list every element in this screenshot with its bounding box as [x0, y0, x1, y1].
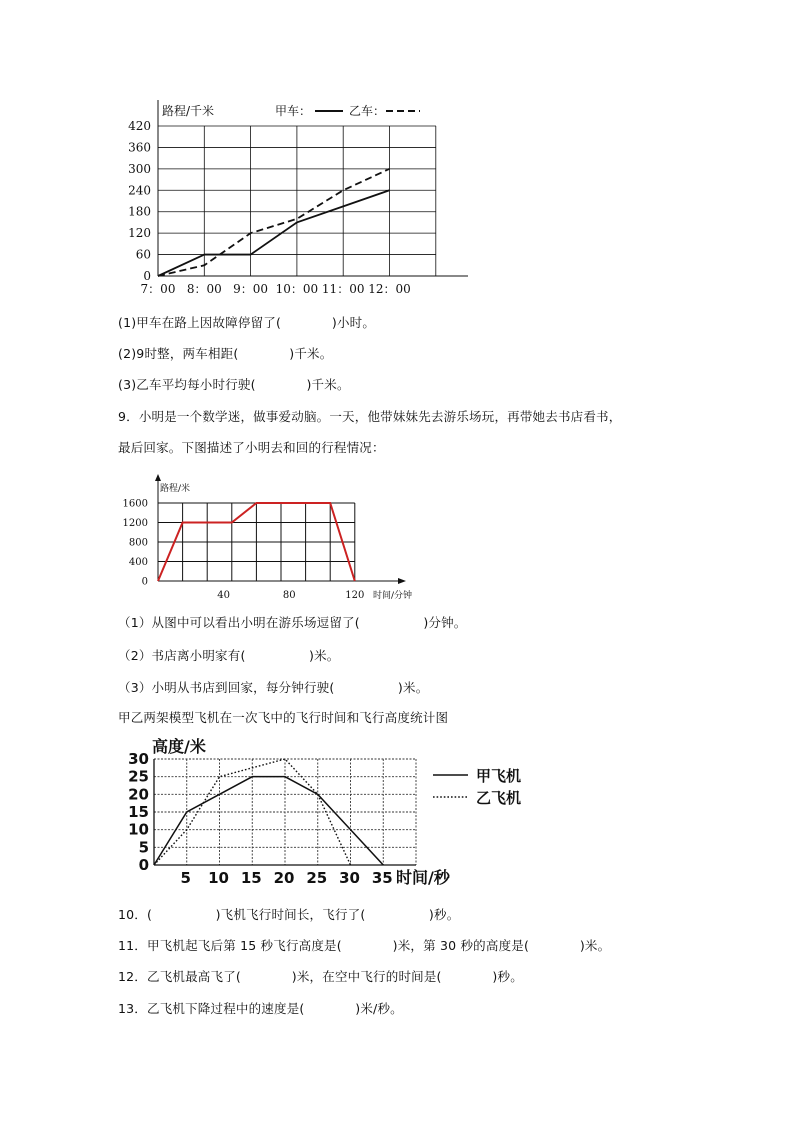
chart3-y-tick-label: 10: [128, 820, 149, 839]
chart3-jia-plane-line: [154, 777, 383, 865]
chart3-y-tick-label: 0: [138, 856, 149, 874]
chart2-x-tick-label: 80: [282, 590, 296, 601]
chart3-grid: [154, 759, 416, 865]
chart2-y-tick-label: 0: [141, 576, 148, 588]
chart3-y-tick-label: 5: [138, 838, 149, 857]
chart3-x-tick-label: 25: [306, 869, 328, 887]
q8-part3: (3)乙车平均每小时行驶( )千米。: [118, 377, 350, 392]
q9-part3: （3）小明从书店到回家，每分钟行驶( )米。: [118, 680, 429, 695]
q9-part2: （2）书店离小明家有( )米。: [118, 648, 340, 663]
q9-part1: （1）从图中可以看出小明在游乐场逗留了( )分钟。: [118, 615, 467, 630]
chart3-tick-labels: [128, 750, 393, 887]
chart1-y-tick-label: 0: [143, 269, 151, 283]
chart3-x-tick-label: 5: [180, 869, 191, 887]
chart1-x-tick-label: 11：00: [321, 282, 365, 296]
chart3-x-tick-label: 15: [240, 869, 262, 887]
chart2-y-tick-label: 800: [128, 537, 148, 549]
chart2-x-axis-label: 时间/分钟: [373, 591, 413, 601]
chart2-x-tick-label: 120: [345, 590, 365, 601]
chart1-x-tick-label: 12：00: [368, 282, 411, 296]
chart2-x-tick-label: 40: [217, 590, 230, 601]
chart3-x-tick-label: 20: [273, 869, 295, 887]
chart1-y-tick-label: 360: [128, 140, 151, 155]
legend-yi-plane-label: 乙飞机: [476, 789, 522, 807]
chart3-y-tick-label: 15: [128, 803, 149, 821]
q11: 11．甲飞机起飞后第 15 秒飞行高度是( )米，第 30 秒的高度是( )米。: [118, 938, 611, 953]
legend-yi-label: 乙车：: [349, 104, 386, 118]
chart1-x-tick-label: 7：00: [140, 282, 176, 296]
chart2-y-axis-label: 路程/米: [160, 484, 191, 494]
q9-intro-line2: 最后回家。下图描述了小明去和回的行程情况：: [118, 440, 385, 455]
q8-part1: (1)甲车在路上因故障停留了( )小时。: [118, 315, 376, 330]
legend-jia-plane-label: 甲飞机: [476, 767, 522, 785]
chart1-y-tick-label: 60: [135, 247, 151, 262]
q9-intro-line1: 9．小明是一个数学迷，做事爱动脑。一天，他带妹妹先去游乐场玩，再带她去书店看书，: [118, 409, 622, 424]
chart3-x-tick-label: 35: [371, 869, 393, 887]
chart3-x-tick-label: 10: [208, 869, 229, 887]
chart2-y-tick-label: 400: [128, 557, 148, 568]
chart1-y-tick-label: 300: [128, 161, 151, 176]
chart3-x-axis-label: 时间/秒: [396, 868, 450, 887]
chart3-y-axis-label: 高度/米: [152, 737, 206, 756]
chart1-y-tick-label: 120: [128, 226, 151, 241]
chart1-x-tick-label: 10：00: [275, 282, 319, 296]
q12: 12．乙飞机最高飞了( )米，在空中飞行的时间是( )秒。: [118, 969, 523, 984]
chart3-lines: [154, 759, 383, 865]
chart1-y-tick-label: 180: [128, 204, 151, 219]
chart1-y-axis-label: 路程/千米: [162, 104, 215, 118]
legend-jia-label: 甲车：: [275, 104, 312, 118]
plane-chart-title: 甲乙两架模型飞机在一次飞中的飞行时间和飞行高度统计图: [118, 710, 449, 725]
chart1-x-tick-label: 9：00: [233, 282, 269, 296]
chart1-y-tick-label: 240: [128, 183, 151, 198]
chart3-y-tick-label: 30: [128, 750, 149, 768]
chart1-x-tick-label: 8：00: [186, 282, 222, 296]
chart3-y-tick-label: 20: [128, 785, 149, 804]
q8-part2: (2)9时整，两车相距( )千米。: [118, 346, 333, 361]
chart3-y-tick-label: 25: [128, 767, 149, 786]
q13: 13．乙飞机下降过程中的速度是( )米/秒。: [118, 1001, 403, 1016]
chart1-y-tick-label: 420: [128, 119, 151, 133]
chart2-y-tick-label: 1600: [122, 498, 148, 510]
chart2-y-tick-label: 1200: [122, 518, 148, 529]
q10: 10．( )飞机飞行时间长，飞行了( )秒。: [118, 907, 460, 922]
chart3-x-tick-label: 30: [339, 869, 360, 887]
